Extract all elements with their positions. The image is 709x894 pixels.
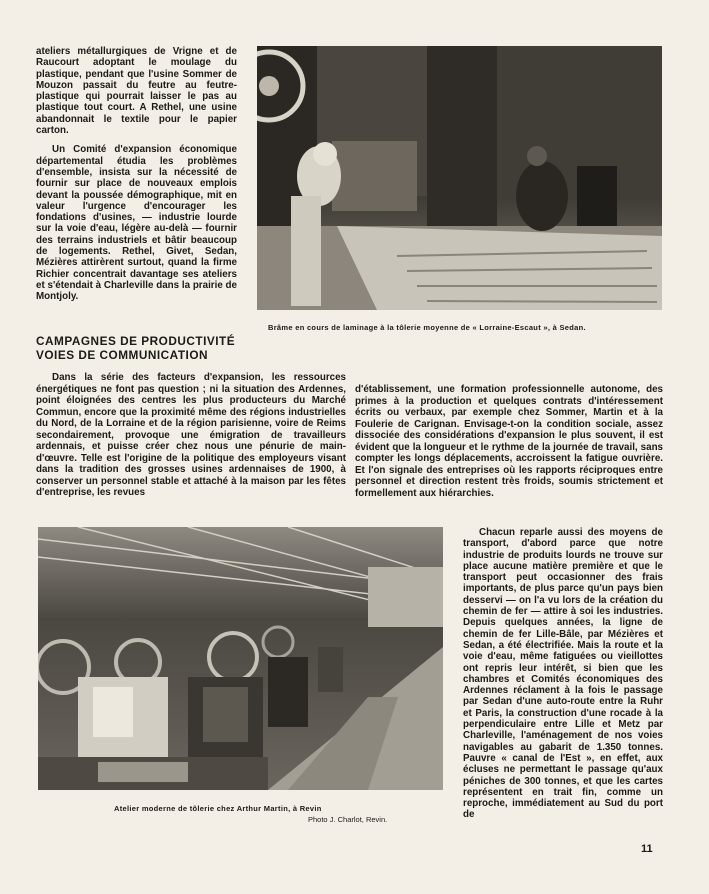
- section-heading-line2: VOIES DE COMMUNICATION: [36, 347, 209, 362]
- middle-column-right: [355, 384, 663, 499]
- photo-caption: Brâme en cours de laminage à la tôlerie moyenne de « Lorraine-Escaut », à Sedan.: [268, 323, 586, 332]
- section-heading-line1: CAMPAGNES DE PRODUCTIVITÉ: [36, 334, 236, 348]
- photo-workshop: [38, 527, 443, 790]
- photo-caption: Atelier moderne de tôlerie chez Arthur Martin, à Revin: [114, 804, 322, 813]
- section-heading: [36, 335, 256, 362]
- paragraph: d'établissement, une formation professionnelle autonome, des primes à la production et quelques contrats d'intéressement écrits ou verbaux, par exemple chez Sommer, Martin et à la Foulerie de Carignan. Envisage-t-on la condition sociale, assez dissociée des considérations d'expansion le plus souvent, il est évident que la longueur et le rythme de la journée de travail, sans compter les longs déplacements, accroissent la fatigue ouvrière. Et l'on signale des entreprises où les rapports réciproques entre personnel et direction restent très froids, soumis strictement et formellement aux hiérarchies.: [355, 384, 663, 499]
- paragraph: Un Comité d'expansion économique départemental étudia les problèmes d'ensemble, insista sur la nécessité de fournir sur place de nouveaux emplois devant la poussée démographique, mit en valeur l'urgence d'encourager les fondations d'usines, — industrie lourde sur la voie d'eau, légère au-delà — fournir des terrains industriels et bâtir beaucoup de logements. Rethel, Givet, Sedan, Mézières attirèrent surtout, quand la firme Richier concentrait davantage ses ateliers et s'étendait à Charleville dans la prairie de Montjoly.: [36, 144, 237, 303]
- page-number: 11: [641, 843, 653, 855]
- column-left-top: [36, 46, 237, 311]
- column-right-bottom: [463, 527, 663, 829]
- photo-credit: Photo J. Charlot, Revin.: [308, 815, 388, 824]
- rolling-mill-image: [257, 46, 662, 310]
- paragraph: Chacun reparle aussi des moyens de transport, d'abord parce que notre industrie de produits lourds ne trouve sur place aucune matière première et que le transport peut occasionner des frais importants, de plus parce qu'un pays bien desservi — on l'a vu lors de la création du chemin de fer — attire à soi les industries. Depuis quelques années, la ligne de chemin de fer Lille-Bâle, par Mézières et Sedan, a été électrifiée. Mais la route et la voie d'eau, même fatiguées ou vieillottes ont repris leur intérêt, si bien que les chambres et Comités économiques des Ardennes réclament à la fois le passage par Sedan d'une auto-route entre la Ruhr et Paris, la construction d'une rocade à la perpendiculaire entre Lille et Metz par Charleville, l'aménagement de nos voies navigables au gabarit de 1.350 tonnes. Pauvre « canal de l'Est », en effet, aux écluses ne permettant le passage qu'aux péniches de 300 tonnes, et que les cartes représentent en trait fin, comme un reproche, immédiatement au Sud du port de: [463, 527, 663, 821]
- paragraph: ateliers métallurgiques de Vrigne et de Raucourt adoptant le moulage du plastique, pendant que l'usine Sommer de Mouzon passait du feutre au feutre-plastique qui pourrait laisser le pas au plastique tout court. A Rethel, une usine abandonnait le textile pour le papier carton.: [36, 46, 237, 137]
- photo-rolling-mill: [257, 46, 662, 310]
- paragraph: Dans la série des facteurs d'expansion, les ressources énergétiques ne font pas question ; ni la situation des Ardennes, point éloignées des centres les plus producteurs du Marché Commun, encore que la proximité même des régions industrielles du Nord, de la Lorraine et de la région parisienne, voire de Reims secondairement, provoque une émigration de travailleurs ardennais, et puisse créer chez nous une pénurie de main-d'œuvre. Telle est l'origine de la politique des employeurs visant dans la tradition des grosses usines ardennaises de 1900, à conserver un personnel stable et attaché à la maison par les fêtes d'entreprise, les revues: [36, 372, 346, 498]
- middle-column-left: [36, 372, 346, 499]
- workshop-image: [38, 527, 443, 790]
